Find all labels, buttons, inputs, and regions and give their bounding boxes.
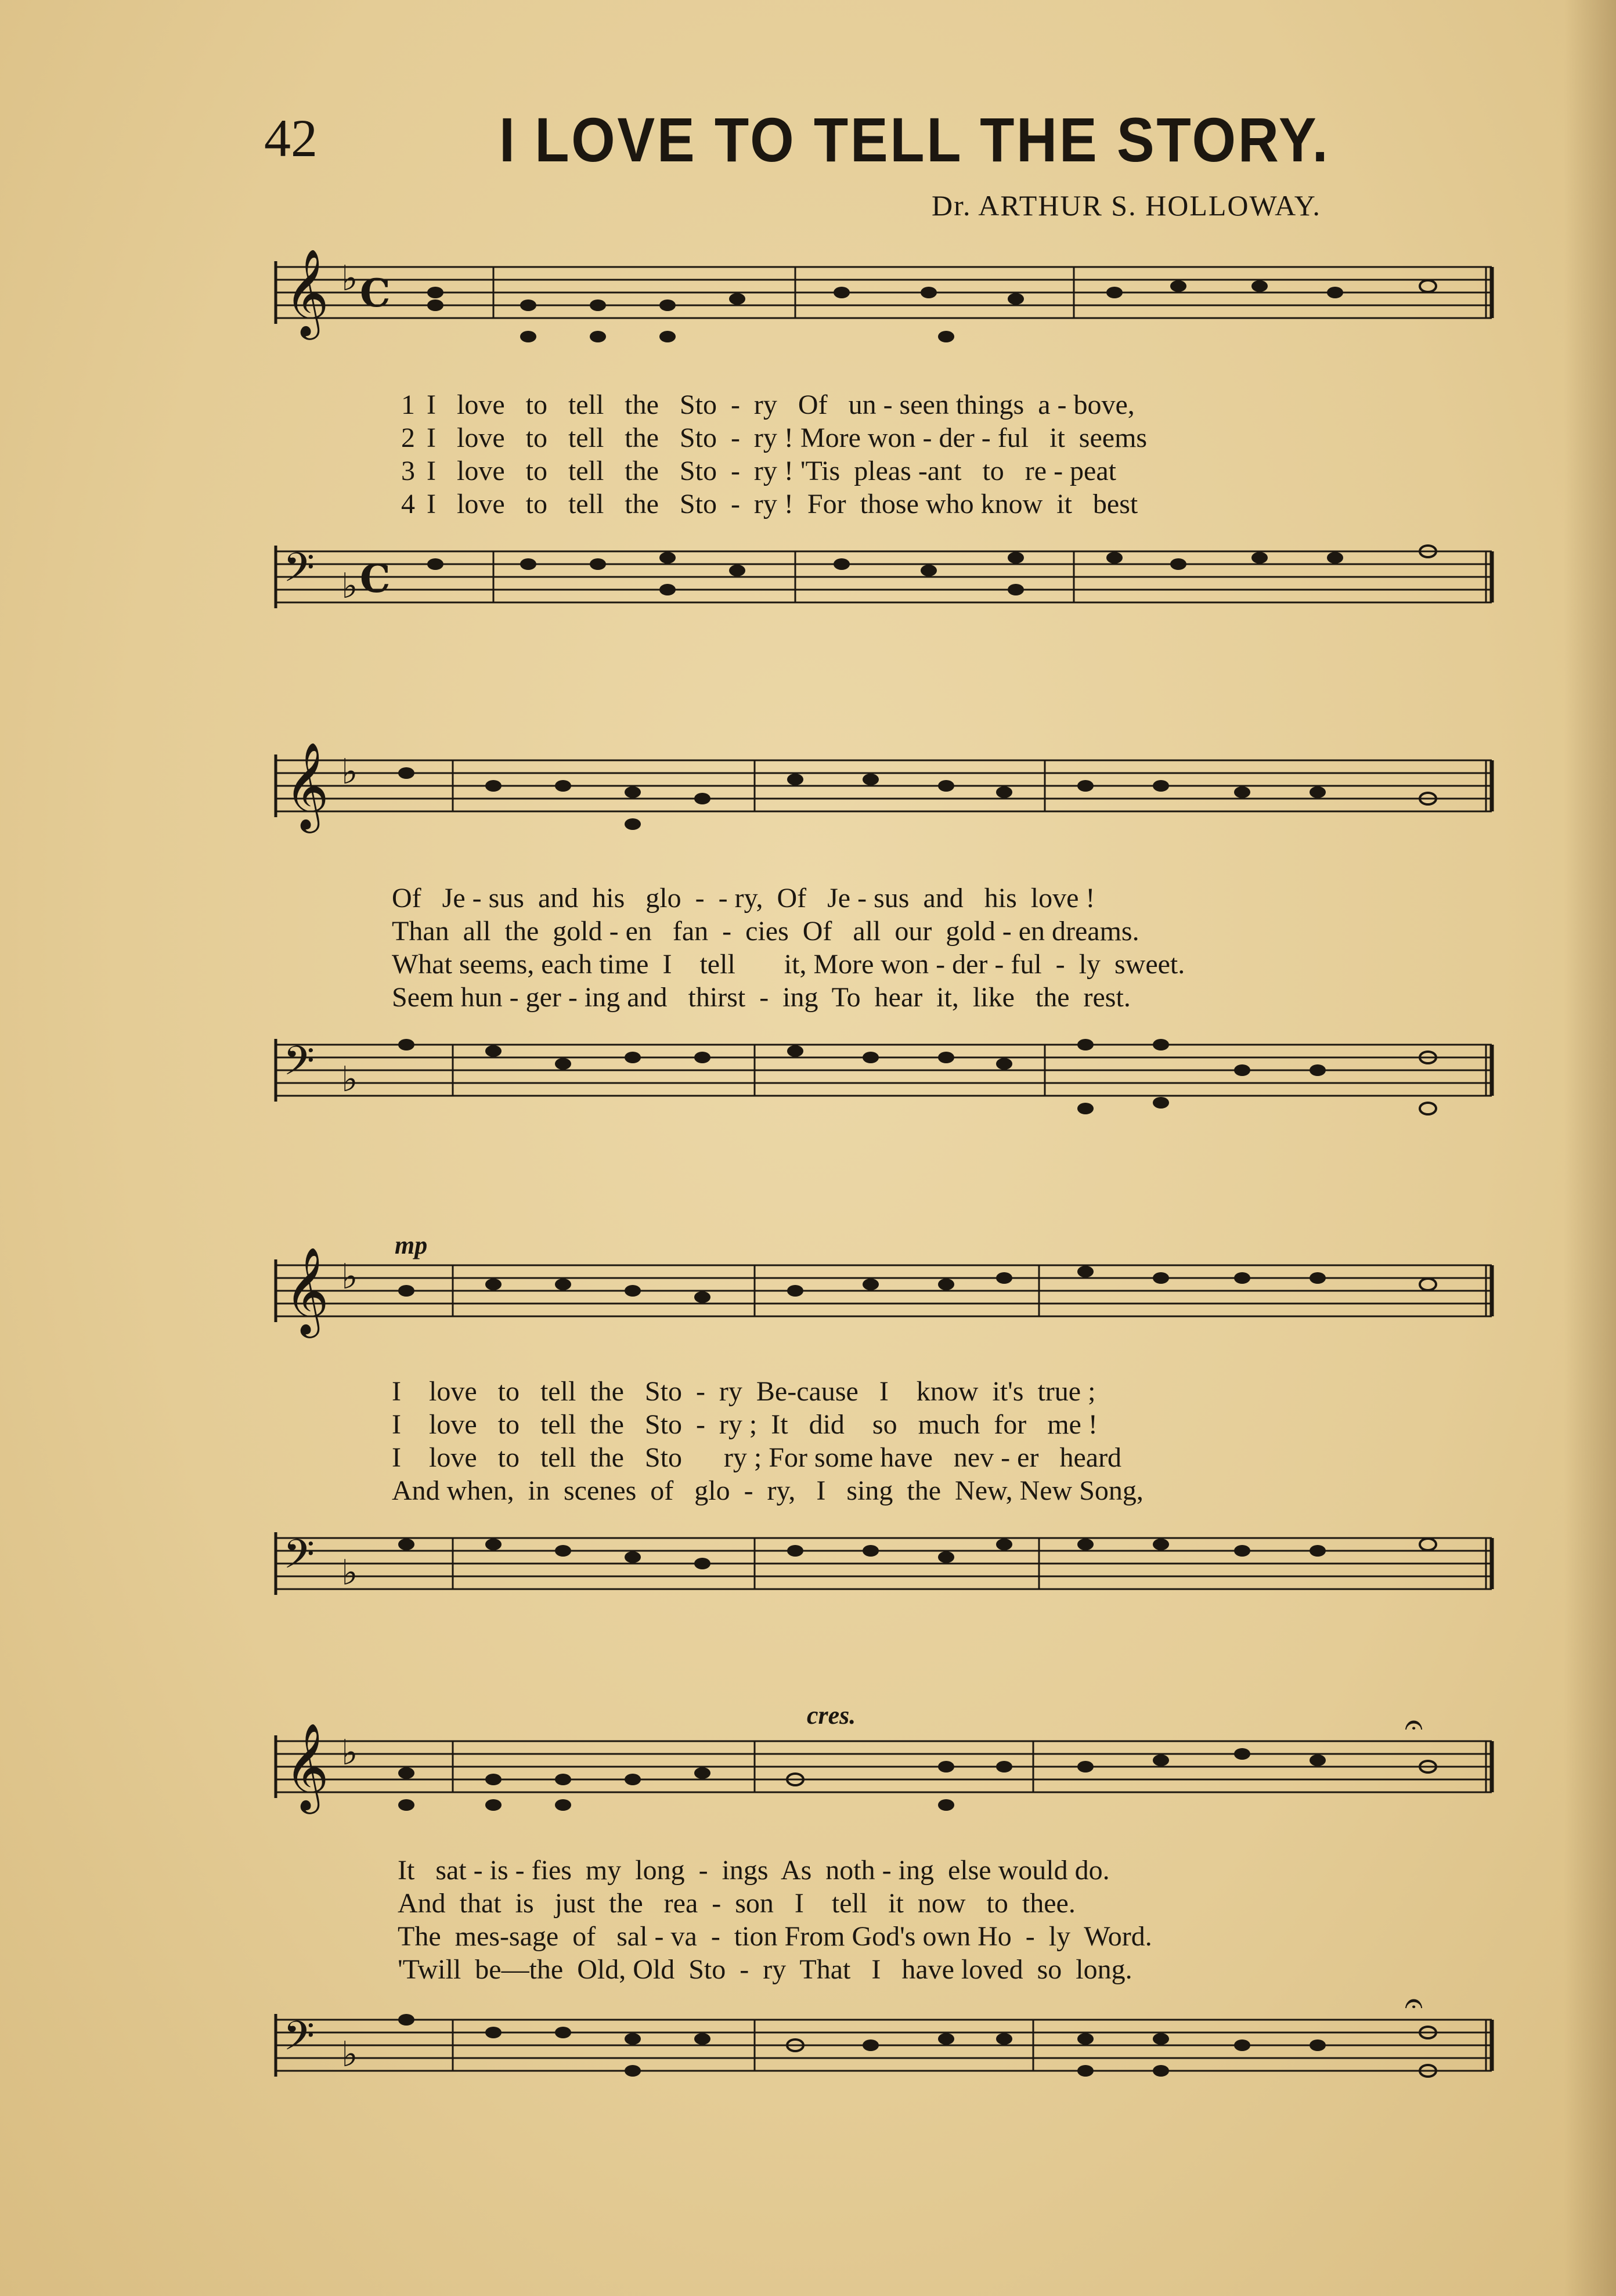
flat-icon: ♭ [341, 1553, 358, 1593]
verse-line-2 [273, 1887, 1498, 1921]
flat-icon: ♭ [341, 566, 358, 607]
verse-line-1 [273, 389, 1498, 423]
verse-line-1 [273, 882, 1498, 916]
hymn-title: I LOVE TO TELL THE STORY. [499, 104, 1330, 175]
flat-icon: ♭ [341, 752, 358, 792]
treble-clef-icon: 𝄞 [284, 248, 329, 336]
lyric-line: And when, in scenes of glo - ry, I sing the New, New Song, [392, 1475, 1144, 1506]
bass-staff [273, 1021, 1498, 1149]
treble-staff [273, 250, 1498, 371]
verse-line-1 [273, 1376, 1498, 1409]
treble-clef-icon: 𝄞 [284, 741, 329, 829]
bass-clef-icon: 𝄢 [283, 1530, 315, 1587]
lyric-line: 'Twill be—the Old, Old Sto - ry That I have loved so long. [398, 1954, 1132, 1985]
verse-line-4 [273, 488, 1498, 522]
page-number: 42 [264, 109, 318, 168]
treble-clef-icon: 𝄞 [284, 1722, 329, 1810]
bass-staff [273, 1515, 1498, 1631]
fermata-icon: 𝄐 [1405, 1984, 1423, 2022]
lyric-line: I love to tell the Sto ry ; For some have nev - er heard [392, 1442, 1122, 1473]
lyric-line: What seems, each time I tell it, More won - der - ful - ly sweet. [392, 949, 1185, 980]
verse-number: 1 [401, 389, 415, 420]
flat-icon: ♭ [341, 1059, 358, 1100]
lyric-line: I love to tell the Sto - ry ! More won - der - ful it seems [427, 423, 1148, 453]
verse-number: 2 [401, 423, 415, 453]
lyric-line: I love to tell the Sto - ry ! 'Tis pleas -ant to re - peat [427, 456, 1116, 486]
verse-line-3 [273, 1920, 1498, 1954]
verse-line-3 [273, 948, 1498, 982]
common-time-icon: C [360, 556, 391, 601]
verse-line-3 [273, 455, 1498, 489]
verse-line-4 [273, 1475, 1498, 1508]
verse-line-3 [273, 1442, 1498, 1475]
verse-number: 4 [401, 489, 415, 519]
flat-icon: ♭ [341, 2034, 358, 2075]
bass-clef-icon: 𝄢 [283, 2012, 315, 2069]
verse-line-2 [273, 915, 1498, 949]
verse-number: 3 [401, 456, 415, 486]
treble-staff [273, 1248, 1498, 1370]
lyric-line: I love to tell the Sto - ry ; It did so much for me ! [392, 1409, 1098, 1440]
flat-icon: ♭ [341, 258, 358, 299]
lyric-line: I love to tell the Sto - ry ! For those who know it best [427, 489, 1138, 519]
lyric-line: I love to tell the Sto - ry Be-cause I know it's true ; [392, 1376, 1096, 1407]
verse-line-4 [273, 1954, 1498, 1987]
flat-icon: ♭ [341, 1732, 358, 1773]
composer-credit: Dr. ARTHUR S. HOLLOWAY. [932, 189, 1321, 222]
treble-clef-icon: 𝄞 [284, 1246, 329, 1334]
verse-line-1 [273, 1854, 1498, 1888]
verse-line-4 [273, 981, 1498, 1015]
verse-line-2 [273, 422, 1498, 456]
dynamic-marking: mp [395, 1231, 428, 1259]
lyric-line: Seem hun - ger - ing and thirst - ing To hear it, like the rest. [392, 982, 1131, 1013]
fermata-icon: 𝄐 [1405, 1706, 1423, 1743]
lyric-line: And that is just the rea - son I tell it now to thee. [398, 1888, 1076, 1919]
page-edge-shadow [1564, 0, 1616, 2296]
lyric-line: The mes-sage of sal - va - tion From God's own Ho - ly Word. [398, 1921, 1152, 1952]
lyric-line: I love to tell the Sto - ry Of un - seen things a - bove, [427, 389, 1135, 420]
treble-staff [273, 743, 1498, 865]
lyric-line: Of Je - sus and his glo - - ry, Of Je - sus and his love ! [392, 883, 1095, 914]
common-time-icon: C [360, 270, 391, 316]
verse-line-2 [273, 1409, 1498, 1442]
dynamic-marking: cres. [807, 1701, 856, 1730]
bass-staff [273, 528, 1498, 644]
lyric-line: It sat - is - fies my long - ings As noth - ing else would do. [398, 1855, 1110, 1886]
bass-clef-icon: 𝄢 [283, 1037, 315, 1094]
lyric-line: Than all the gold - en fan - cies Of all our gold - en dreams. [392, 916, 1139, 947]
bass-staff [273, 1984, 1498, 2118]
flat-icon: ♭ [341, 1257, 358, 1297]
bass-clef-icon: 𝄢 [283, 544, 315, 601]
